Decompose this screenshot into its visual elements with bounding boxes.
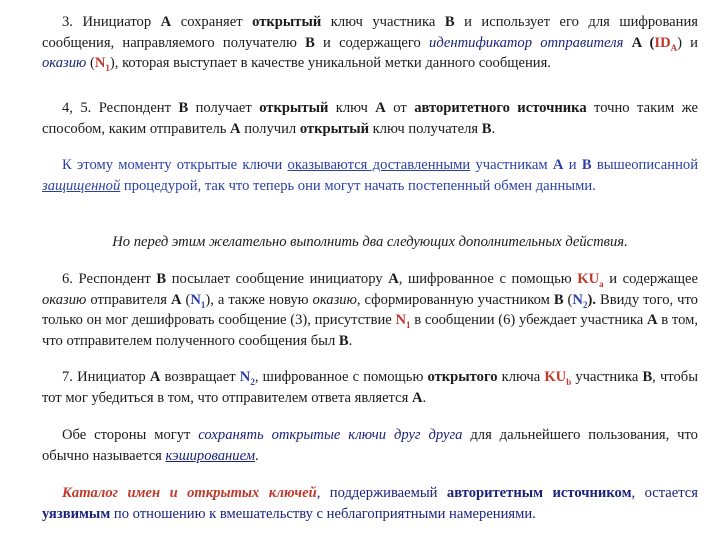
text: авторитетного источника [414, 100, 587, 116]
text: N [94, 55, 106, 71]
text: и содержащее [603, 271, 698, 287]
text: B [481, 120, 492, 137]
text: 6. Респондент [62, 271, 157, 287]
text: сохраняет [171, 14, 253, 30]
paragraph-vulnerability [42, 483, 698, 524]
text: . [422, 389, 427, 406]
text: Каталог имен и открытых ключей [62, 485, 317, 501]
text: кэшированием [165, 447, 256, 464]
text: в том, что отправителем полученного сообщения был [42, 312, 698, 349]
text: Ввиду того, что только он мог дешифровать сообщение (3), присутствие [42, 291, 698, 328]
text: и использует его для шифрования сообщения, направляемого получателю [42, 14, 698, 51]
text: 3. Инициатор [62, 14, 161, 30]
text: ). [587, 291, 600, 308]
text: ( [181, 291, 191, 308]
text: , шифрованное с помощью [254, 369, 428, 385]
text: ), а также новую [205, 291, 313, 308]
text: . [255, 447, 259, 464]
text: получает [188, 100, 260, 116]
text: защищенной [42, 177, 121, 194]
text: для дальнейшего пользования, что обычно называется [42, 427, 698, 464]
text: , сформированную участником [356, 291, 554, 308]
text: A [170, 291, 182, 308]
text: ID [654, 34, 671, 51]
text: открытый [299, 120, 369, 137]
text: A [670, 42, 678, 53]
text: KU [577, 271, 600, 287]
text: в сообщении (6) убеждает участника [410, 312, 648, 328]
text: KU [544, 369, 567, 385]
text: A [375, 100, 386, 116]
paragraph-step-4-5 [42, 98, 698, 139]
text: 1 [200, 299, 206, 310]
text: Обе стороны могут [62, 427, 199, 443]
text: . [491, 120, 496, 137]
text: уязвимым [42, 505, 111, 522]
text: B [553, 291, 564, 308]
text: A [149, 369, 161, 385]
text: участникам [470, 157, 553, 173]
text: авторитетным источником [446, 485, 632, 501]
text: 2 [582, 299, 588, 310]
text: и содержащего [314, 34, 430, 51]
text: от [385, 100, 415, 116]
text: участника [571, 369, 643, 385]
text: , шифрованное с помощью [398, 271, 578, 287]
text: ключ получателя [369, 120, 482, 137]
text: возвращает [160, 369, 240, 385]
text: B [305, 34, 315, 51]
nonce-n1 [395, 312, 410, 328]
text: открытый [252, 14, 322, 30]
text: оказию [42, 291, 87, 308]
paragraph-keys-delivered [42, 155, 698, 196]
text: 4, 5. Респондент [62, 100, 179, 116]
text: N [239, 369, 251, 385]
text: по отношению к вмешательству с неблагоприятными намерениями. [110, 505, 536, 522]
text: и [563, 157, 582, 173]
text: ключа [497, 369, 545, 385]
paragraph-step-7 [42, 367, 698, 408]
text: B [178, 100, 189, 116]
text: ( [563, 291, 573, 308]
text: , остается [631, 485, 698, 501]
text: . [348, 332, 353, 349]
text: идентификатор отправителя [429, 34, 624, 51]
nonce-n1 [95, 55, 110, 71]
text: 1 [406, 319, 411, 330]
paragraph-step-6 [42, 269, 698, 351]
text: ключ [328, 100, 376, 116]
text: ключ участника [321, 14, 445, 30]
paragraph-step-3 [42, 12, 698, 74]
text: A [552, 157, 564, 173]
text: A [230, 120, 241, 137]
text: a [599, 278, 604, 289]
id-a [654, 35, 677, 51]
text: оказываются доставленными [287, 157, 471, 173]
text: N [395, 312, 407, 328]
text: B [156, 271, 167, 287]
text: открытый [259, 100, 329, 116]
text: процедурой, так что теперь они могут начать постепенный обмен данными. [120, 177, 596, 194]
text: 7. Инициатор [62, 369, 150, 385]
text: точно таким же способом, каким отправитель [42, 100, 698, 137]
text: ) и [677, 34, 698, 51]
text: ), которая выступает в качестве уникальной метки данного сообщения. [109, 55, 551, 71]
text: A ( [623, 34, 655, 51]
text: оказию [42, 55, 87, 71]
nonce-n2 [572, 292, 587, 308]
text: B [642, 369, 653, 385]
text: К этому моменту открытые ключи [62, 157, 288, 173]
text: оказию [312, 291, 357, 308]
nonce-n1 [190, 292, 205, 308]
text: b [566, 376, 572, 387]
text: сохранять открытые ключи друг друга [198, 427, 463, 443]
text: N [572, 291, 583, 308]
text: , чтобы тот мог убедиться в том, что отправителем ответа является [42, 369, 699, 406]
text: ( [86, 55, 95, 71]
text: B [581, 157, 592, 173]
text: B [444, 14, 455, 30]
paragraph-caching [42, 425, 698, 466]
text: отправителя [86, 291, 171, 308]
text: N [190, 291, 201, 308]
text: вышеописанной [591, 157, 699, 173]
text: 2 [250, 376, 255, 387]
text: получил [240, 120, 300, 137]
key-ku-b [544, 369, 571, 385]
nonce-n2 [240, 369, 255, 385]
text: 1 [105, 62, 110, 73]
text: , поддерживаемый [316, 485, 447, 501]
text: A [411, 389, 423, 406]
text: посылает сообщение инициатору [166, 271, 389, 287]
text: открытого [427, 369, 498, 385]
key-ku-a [577, 271, 603, 287]
paragraph-additional-actions: Но перед этим желательно выполнить два следующих дополнительных действия. [112, 234, 628, 250]
text: B [338, 332, 349, 349]
text: A [160, 14, 172, 30]
text: A [647, 312, 658, 328]
text: A [388, 271, 399, 287]
